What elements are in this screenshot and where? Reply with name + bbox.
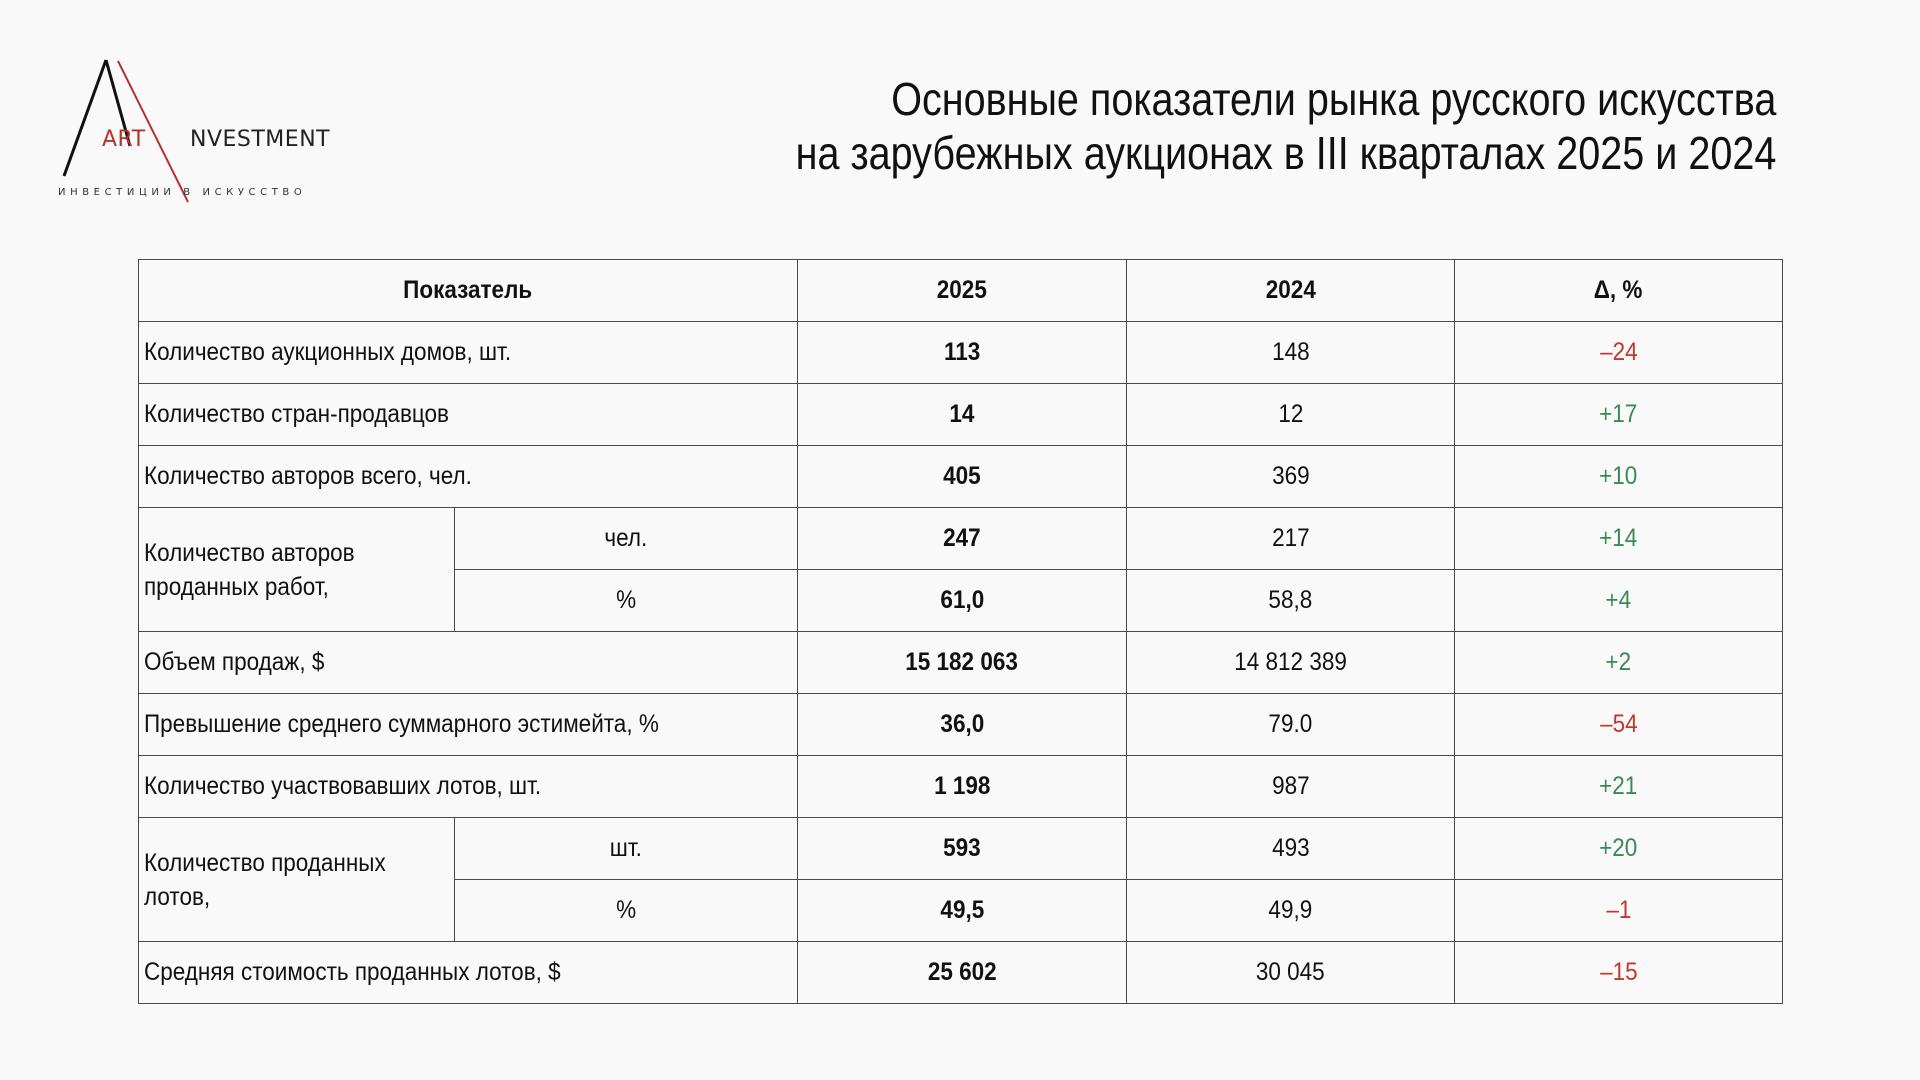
row-label: Превышение среднего суммарного эстимейта, % — [139, 694, 798, 756]
value-2024: 14 812 389 — [1127, 632, 1455, 694]
value-2024: 987 — [1127, 756, 1455, 818]
table-row — [139, 942, 1783, 1004]
value-2024: 369 — [1127, 446, 1455, 508]
value-2025: 15 182 063 — [798, 632, 1127, 694]
value-2025: 36,0 — [798, 694, 1127, 756]
value-2025: 14 — [798, 384, 1127, 446]
value-delta: +4 — [1455, 570, 1783, 632]
value-2025: 593 — [798, 818, 1127, 880]
value-delta: –15 — [1455, 942, 1783, 1004]
art-investment-logo — [56, 56, 331, 206]
row-unit: шт. — [455, 818, 798, 880]
value-2025: 25 602 — [798, 942, 1127, 1004]
table-row — [139, 446, 1783, 508]
value-2025: 247 — [798, 508, 1127, 570]
header-delta: Δ, % — [1455, 260, 1783, 322]
table-row — [139, 632, 1783, 694]
value-2024: 49,9 — [1127, 880, 1455, 942]
value-2025: 405 — [798, 446, 1127, 508]
header-2024: 2024 — [1127, 260, 1455, 322]
logo-word-art: ART — [102, 127, 146, 152]
table-row — [139, 384, 1783, 446]
value-2025: 113 — [798, 322, 1127, 384]
row-unit: чел. — [455, 508, 798, 570]
table-header-row — [139, 260, 1783, 322]
value-delta: +10 — [1455, 446, 1783, 508]
value-delta: +17 — [1455, 384, 1783, 446]
indicators-table — [138, 259, 1783, 1004]
row-label: Количество стран-продавцов — [139, 384, 798, 446]
table-row — [139, 756, 1783, 818]
value-2024: 58,8 — [1127, 570, 1455, 632]
value-2024: 148 — [1127, 322, 1455, 384]
logo-word-investment: NVESTMENT — [190, 127, 331, 152]
title-line-2: на зарубежных аукционах в III кварталах 2025 и 2024 — [795, 127, 1776, 179]
row-label: Количество участвовавших лотов, шт. — [139, 756, 798, 818]
value-delta: –54 — [1455, 694, 1783, 756]
value-2025: 1 198 — [798, 756, 1127, 818]
row-unit: % — [455, 880, 798, 942]
logo-tagline: ИНВЕСТИЦИИ В ИСКУССТВО — [58, 187, 307, 198]
table-row — [139, 818, 1783, 880]
row-label: Количество аукционных домов, шт. — [139, 322, 798, 384]
value-2024: 30 045 — [1127, 942, 1455, 1004]
table-row — [139, 694, 1783, 756]
header-indicator: Показатель — [139, 260, 798, 322]
value-delta: +2 — [1455, 632, 1783, 694]
value-delta: +14 — [1455, 508, 1783, 570]
row-label: Объем продаж, $ — [139, 632, 798, 694]
table-row — [139, 508, 1783, 570]
row-label: Количество авторов проданных работ, — [139, 508, 455, 632]
row-label: Количество авторов всего, чел. — [139, 446, 798, 508]
value-2024: 493 — [1127, 818, 1455, 880]
value-delta: –24 — [1455, 322, 1783, 384]
row-label: Средняя стоимость проданных лотов, $ — [139, 942, 798, 1004]
page-title — [795, 72, 1776, 180]
value-2024: 12 — [1127, 384, 1455, 446]
value-2024: 217 — [1127, 508, 1455, 570]
value-2025: 49,5 — [798, 880, 1127, 942]
value-delta: +20 — [1455, 818, 1783, 880]
value-delta: –1 — [1455, 880, 1783, 942]
row-label: Количество проданных лотов, — [139, 818, 455, 942]
table-row — [139, 322, 1783, 384]
value-2025: 61,0 — [798, 570, 1127, 632]
value-2024: 79.0 — [1127, 694, 1455, 756]
title-line-1: Основные показатели рынка русского искусства — [890, 73, 1776, 125]
value-delta: +21 — [1455, 756, 1783, 818]
row-unit: % — [455, 570, 798, 632]
header-2025: 2025 — [798, 260, 1127, 322]
